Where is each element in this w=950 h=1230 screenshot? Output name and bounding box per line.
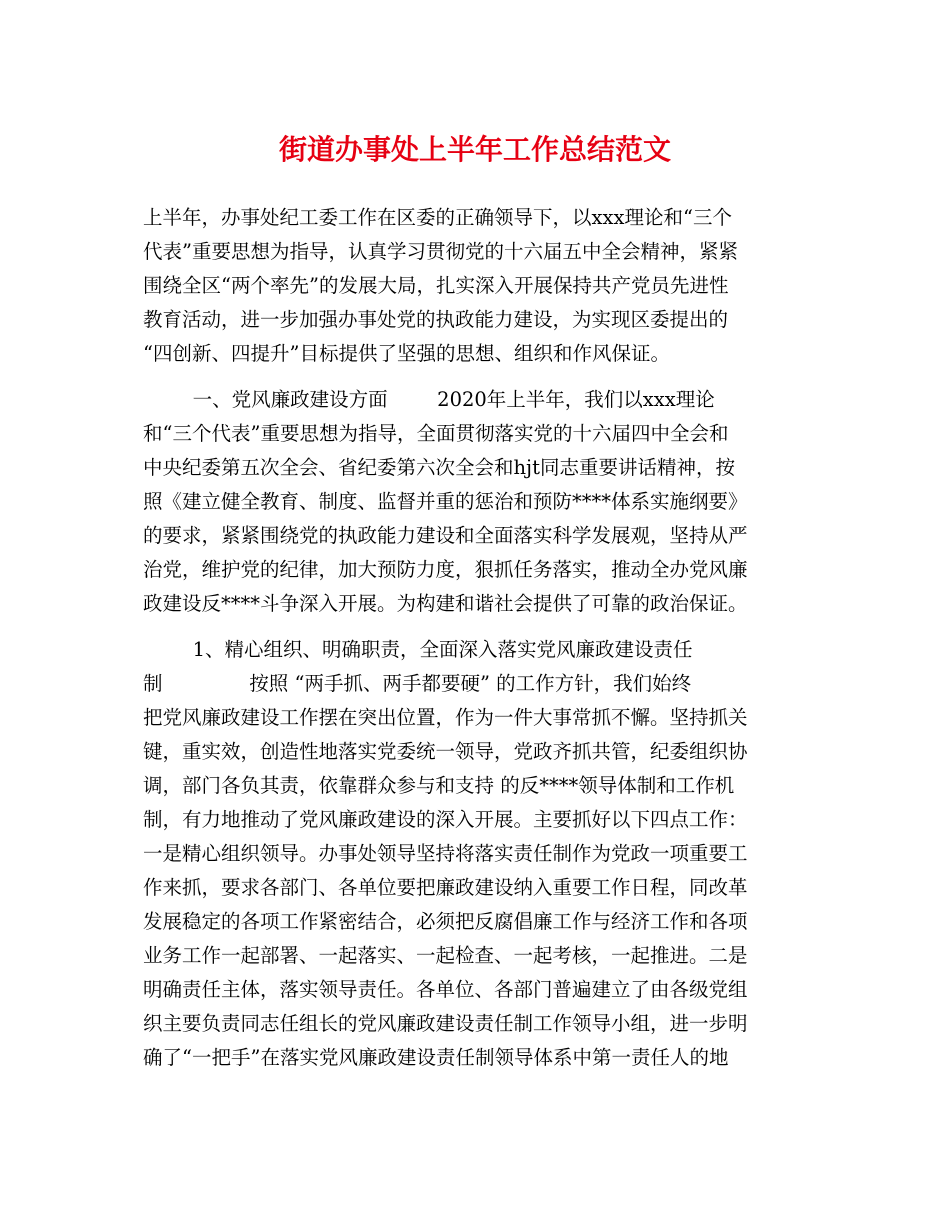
body-line: 织主要负责同志任组长的党风廉政建设责任制工作领导小组，进一步明 — [143, 1012, 748, 1035]
body-line: 把党风廉政建设工作摆在突出位置，作为一件大事常抓不懈。坚持抓关 — [143, 706, 748, 729]
body-line: 围绕全区“两个率先”的发展大局，扎实深入开展保持共产党员先进性 — [143, 274, 729, 297]
body-line: 键，重实效，创造性地落实党委统一领导，党政齐抓共管，纪委组织协 — [143, 740, 748, 763]
section-heading-line: 一、党风廉政建设方面 2020年上半年，我们以xxx理论 — [143, 388, 715, 411]
body-line: 明确责任主体，落实领导责任。各单位、各部门普遍建立了由各级党组 — [143, 978, 748, 1001]
body-line: 制 按照 “两手抓、两手都要硬” 的工作方针，我们始终 — [143, 672, 692, 695]
body-line: 和“三个代表”重要思想为指导，全面贯彻落实党的十六届四中全会和 — [143, 422, 729, 445]
body-line: 上半年，办事处纪工委工作在区委的正确领导下，以xxx理论和“三个 — [143, 206, 732, 229]
body-line: 照《建立健全教育、制度、监督并重的惩治和预防****体系实施纲要》 — [143, 490, 748, 513]
body-line: 治党，维护党的纪律，加大预防力度，狠抓任务落实，推动全办党风廉 — [143, 558, 748, 581]
body-line: 教育活动，进一步加强办事处党的执政能力建设，为实现区委提出的 — [143, 308, 729, 331]
body-line: 发展稳定的各项工作紧密结合，必须把反腐倡廉工作与经济工作和各项 — [143, 910, 748, 933]
body-line: 代表”重要思想为指导，认真学习贯彻党的十六届五中全会精神，紧紧 — [143, 240, 738, 263]
document-title: 街道办事处上半年工作总结范文 — [278, 133, 671, 166]
body-line: 一是精心组织领导。办事处领导坚持将落实责任制作为党政一项重要工 — [143, 842, 748, 865]
body-line: 业务工作一起部署、一起落实、一起检查、一起考核，一起推进。二是 — [143, 944, 748, 967]
body-line: 作来抓，要求各部门、各单位要把廉政建设纳入重要工作日程，同改革 — [143, 876, 748, 899]
body-line: “四创新、四提升”目标提供了坚强的思想、组织和作风保证。 — [143, 342, 670, 365]
subsection-heading-line: 1、精心组织、明确职责，全面深入落实党风廉政建设责任 — [143, 638, 693, 661]
body-line: 中央纪委第五次全会、省纪委第六次全会和hjt同志重要讲话精神，按 — [143, 456, 735, 479]
body-line: 制，有力地推动了党风廉政建设的深入开展。主要抓好以下四点工作： — [143, 808, 748, 831]
body-line: 确了“一把手”在落实党风廉政建设责任制领导体系中第一责任人的地 — [143, 1046, 729, 1069]
body-line: 政建设反****斗争深入开展。为构建和谐社会提供了可靠的政治保证。 — [143, 592, 748, 615]
body-line: 调，部门各负其责，依靠群众参与和支持 的反****领导体制和工作机 — [143, 774, 735, 797]
body-line: 的要求，紧紧围绕党的执政能力建设和全面落实科学发展观，坚持从严 — [143, 524, 748, 547]
